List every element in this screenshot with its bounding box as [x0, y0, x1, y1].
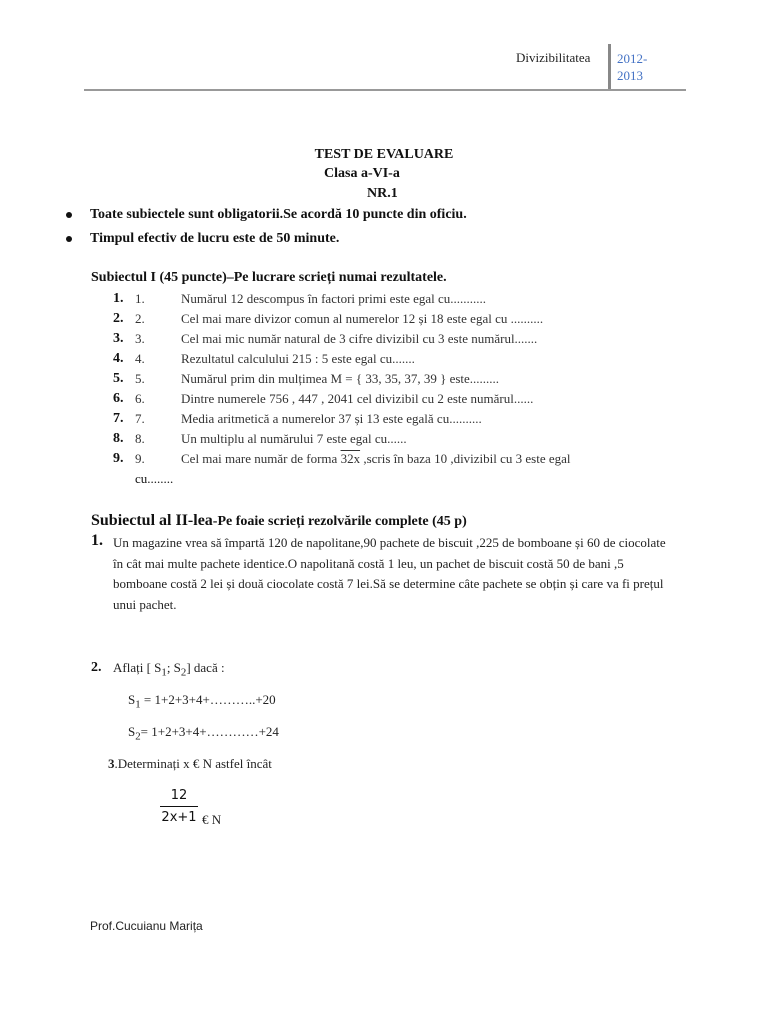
test-class: Clasa a-VI-a: [324, 166, 400, 181]
fraction-suffix: € N: [202, 812, 222, 827]
fraction-denominator: 2x+1: [161, 810, 197, 825]
list-item-continuation: cu........: [135, 471, 174, 486]
author-footer: Prof.Cucuianu Marița: [90, 919, 203, 933]
problem3-text: 3.Determinați x € N astfel încât: [108, 756, 272, 771]
problem2-number: 2.: [91, 660, 102, 675]
sum-s1: $S_1$ = 1+2+3+4+………..+20: [128, 692, 276, 711]
problem1-number: 1.: [91, 532, 103, 549]
fraction: [160, 788, 198, 825]
fraction-numerator: 12: [170, 788, 188, 803]
subject2-heading: Subiectul al II-lea-Pe foaie scrieți rezolvările complete (45 p): [91, 512, 467, 529]
header-rule: [84, 89, 686, 91]
bullet-icon: [66, 212, 72, 218]
header-title: Divizibilitatea: [516, 50, 591, 65]
bullet-icon: [66, 236, 72, 242]
header-year: 2012-2013: [617, 51, 648, 83]
test-number: NR.1: [367, 186, 398, 201]
test-title: TEST DE EVALUARE: [314, 147, 454, 162]
fraction-bar: [160, 806, 198, 807]
header-divider: [608, 44, 611, 90]
subject1-heading: Subiectul I (45 puncte)–Pe lucrare scrieți numai rezultatele.: [91, 270, 447, 285]
sum-s2: $S_2=$ 1+2+3+4+…………+24: [128, 724, 279, 743]
problem1-text: Un magazine vrea să împartă 120 de napolitane,90 pachete de biscuit ,225 de bomboane și 60 de ciocolate în cât mai multe pachete identice.O napolitană costă 1 leu, un pachet de biscuit costă 50 de bani ,5 bomboane costă 2 lei și două ciocolate costă 7 lei.Să se determine câte pachete se obțin și care va fi prețul unui pachet.: [113, 535, 666, 612]
problem2-text: Aflați [ $S_1$; $S_2$] dacă :: [113, 660, 225, 679]
overline-number: 32x: [340, 451, 361, 466]
